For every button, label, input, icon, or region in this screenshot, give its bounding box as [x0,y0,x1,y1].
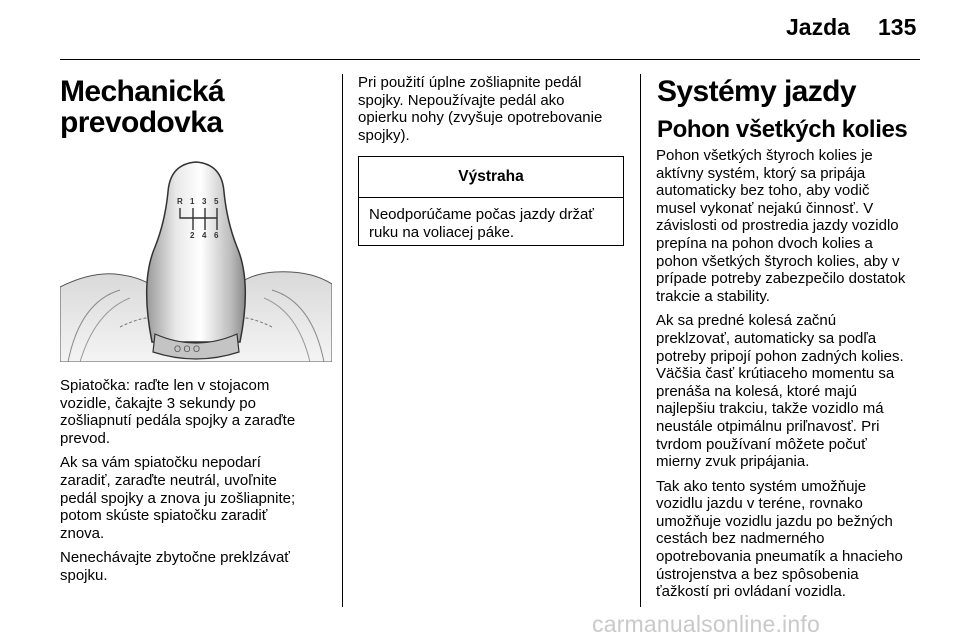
reverse-gear-paragraph [60,377,330,447]
text-line: potreby pripojí pohon zadných kolies. [656,347,904,365]
text-line: Pohon všetkých štyroch kolies je [656,147,873,164]
text-line: Ak sa predné kolesá začnú [656,312,837,330]
warning-title: Výstraha [359,157,623,198]
manual-transmission-heading [60,76,224,138]
shift-label-r: R [177,197,183,206]
text-line: automaticky bez toho, aby vodič [656,182,870,200]
text-line: spojky. Nepoužívajte pedál ako [358,91,565,109]
text-line: vozidlu jazdu v teréne, rovnako [656,495,863,513]
text-line: ťažkostí pri ovládaní vozidla. [656,583,846,601]
text-line: tvrdom používaní môžete počuť [656,435,867,453]
text-line: prevod. [60,429,111,447]
watermark: carmanualsonline.info [592,611,820,637]
text-line: ústrojenstva a bez spôsobenia [656,565,859,583]
text-line: ruku na voliacej páke. [369,223,515,241]
text-line: Spiatočka: raďte len v stojacom [60,377,270,394]
text-line: Tak ako tento systém umožňuje [656,477,867,495]
text-line: zošliapnutí pedála spojky a zaraďte [60,412,296,430]
column-3-text [656,147,926,608]
section-title: Jazda [786,14,850,40]
text-line: spojku. [60,566,108,584]
awd-intro-paragraph [656,147,926,305]
header-rule [60,59,920,60]
text-line: Pri použití úplne zošliapnite pedál [358,74,582,91]
awd-subheading: Pohon všetkých kolies [657,116,908,143]
text-line: musel vykonať nejakú činnosť. V [656,199,874,217]
text-line: trakcie a stability. [656,287,770,305]
clutch-pedal-paragraph [358,74,624,144]
text-line: prepína na pohon dvoch kolies a [656,234,873,252]
shift-label-1: 1 [190,197,195,206]
text-line: mierny zvuk pripájania. [656,453,810,471]
clutch-slip-paragraph [60,549,330,584]
awd-slip-paragraph [656,312,926,470]
text-line: preklzovať, automaticky sa podľa [656,329,877,347]
text-line: najlepšiu trakciu, takže vozidlo má [656,400,884,418]
page-number: 135 [878,14,917,40]
text-line: pedál spojky a znova ju zošliapnite; [60,489,296,507]
text-line: vozidle, čakajte 3 sekundy po [60,394,256,412]
column-2-text [358,74,624,151]
gear-shift-illustration [60,152,332,362]
shift-label-5: 5 [214,197,219,206]
text-line: Nenechávajte zbytočne preklzávať [60,549,290,567]
driving-systems-heading: Systémy jazdy [657,75,856,108]
text-line: znova. [60,524,105,542]
text-line: aktívny systém, ktorý sa pripája [656,164,866,182]
text-line: prenáša na kolesá, ktoré majú [656,382,857,400]
text-line: umožňuje vozidlu jazdu po bežných [656,512,893,530]
text-line: cestách bez nadmerného [656,530,825,548]
text-line: pohon všetkých štyroch kolies, aby v [656,252,900,270]
text-line: opotrebovania pneumatík a hnacieho [656,548,903,566]
text-line: Neodporúčame počas jazdy držať [369,206,594,223]
column-1-text [60,377,330,592]
text-line: Väčšia časť krútiaceho momentu sa [656,365,895,383]
text-line: opierku nohy (zvyšuje opotrebovanie [358,109,603,127]
heading-line-1: Mechanická [60,75,225,108]
heading-line-2: prevodovka [60,106,223,139]
column-divider-1 [342,74,343,607]
shift-label-2: 2 [190,231,195,240]
warning-box [358,156,624,246]
text-line: zaradiť, zaraďte neutrál, uvoľnite [60,471,277,489]
text-line: prípade potreby zabezpečilo dostatok [656,270,906,288]
gear-shift-knob-image [60,152,332,362]
column-divider-2 [640,74,641,607]
shift-label-4: 4 [202,231,207,240]
text-line: Ak sa vám spiatočku nepodarí [60,454,261,472]
warning-body [359,198,623,241]
text-line: závislosti od prostredia jazdy vozidlo [656,217,899,235]
shift-label-6: 6 [214,231,219,240]
reverse-retry-paragraph [60,454,330,542]
text-line: spojky). [358,126,410,144]
text-line: potom skúste spiatočku zaradiť [60,507,268,525]
shift-label-3: 3 [202,197,207,206]
svg-text:O O O: O O O [174,344,201,354]
awd-terrain-paragraph [656,478,926,601]
text-line: neustále otpimálnu priľnavosť. Pri [656,417,880,435]
